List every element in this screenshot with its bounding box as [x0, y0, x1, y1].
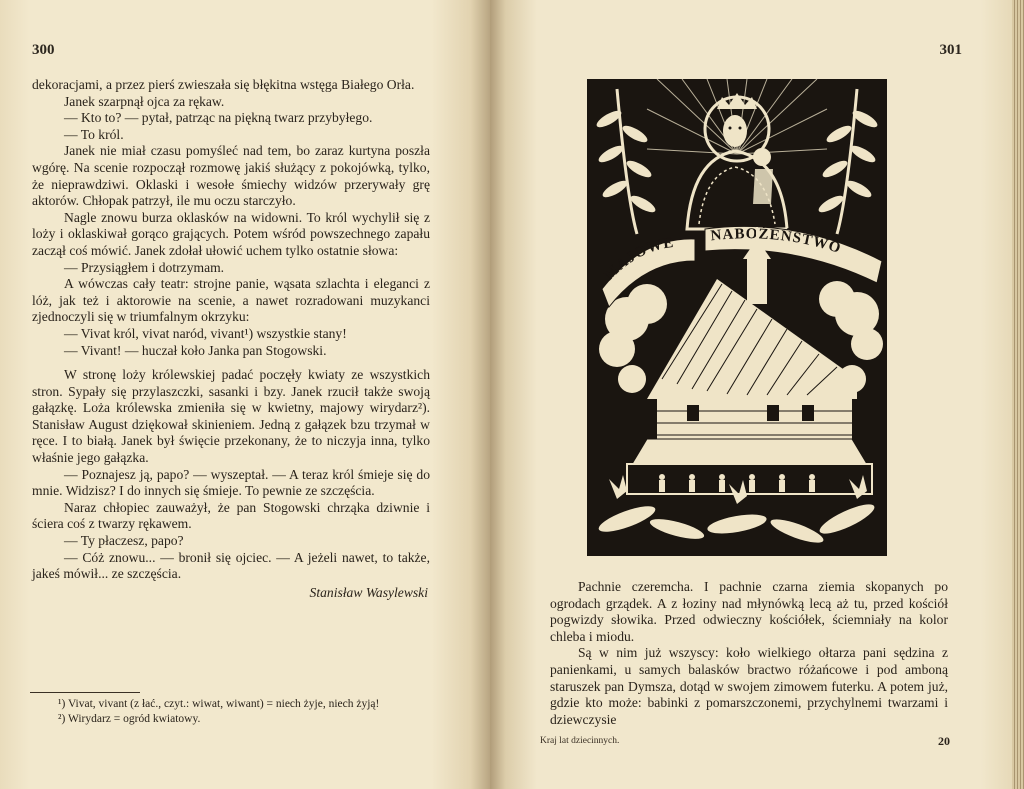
paragraph: — Vivant! — huczał koło Janka pan Stogowski.	[64, 342, 327, 358]
page-number-left: 300	[32, 42, 55, 58]
left-page-text	[32, 77, 430, 601]
paragraph: Są w nim już wszyscy: koło wielkiego ołtarza pani sędzina z panienkami, u samych balasków bractwo różańcowe i pod amboną staruszek pan Dymsza, dotąd w swojem zimowem futerku. A potem już, gdzie kto może: babinki z pomarszczonemi, przychylnemi twarzami i dziewczysie	[550, 645, 948, 727]
left-page	[0, 0, 490, 789]
paragraph: dekoracjami, a przez pierś zwieszała się błękitna wstęga Białego Orła.	[32, 77, 415, 92]
paragraph: Janek nie miał czasu pomyśleć nad tem, bo zaraz kurtyna poszła wgórę. Na scenie rozpoczął rozmowę jakiś służący z pokojówką, tylko, że nieprawdziwi. Oklaski i wesołe śmiechy widzów przerywały grę aktorów. Chłopak patrzył, ile mu oczu starczyło.	[32, 143, 430, 209]
paragraph: — Przysiągłem i dotrzymam.	[64, 259, 225, 275]
paragraph: — Kto to? — pytał, patrząc na piękną twarz przybyłego.	[64, 110, 373, 126]
footer-book-title: Kraj lat dziecinnych.	[540, 736, 620, 746]
author-signature: Stanisław Wasylewski	[309, 584, 428, 600]
woodcut-svg	[587, 79, 887, 556]
footnote: ¹) Vivat, vivant (z łać., czyt.: wiwat, wiwant) = niech żyje, niech żyją!	[58, 698, 380, 710]
right-page	[490, 0, 1012, 789]
paragraph: W stronę loży królewskiej padać poczęły kwiaty ze wszystkich stron. Sypały się przylaszczki, sasanki i bzy. Janek rzucił także swoją gałązkę. Loża królewska zmieniła się w kwietny, majowy wirydarz²). Stanisław August dziękował skinieniem. Jedną z gałązek bzu trzymał w ręce. I to białą. Janek był święcie przekonany, że to niczyja inna, tylko właśnie jego gałązka.	[32, 367, 430, 466]
paragraph: — Vivat król, vivat naród, vivant¹) wszystkie stany!	[64, 325, 347, 341]
paragraph: Janek szarpnął ojca za rękaw.	[64, 93, 225, 109]
paragraph: Naraz chłopiec zauważył, że pan Stogowski chrząka dziwnie i ściera coś z twarzy rękawem.	[32, 499, 430, 532]
banner-text-left: MAJOWE	[601, 234, 676, 284]
paragraph: — To król.	[64, 126, 124, 142]
banner-text-right: NABOŻEŃSTWO	[709, 226, 844, 258]
woodcut-illustration	[587, 79, 887, 556]
footnote-divider	[30, 692, 140, 693]
footnote: ²) Wirydarz = ogród kwiatowy.	[58, 713, 201, 725]
footnotes	[58, 697, 438, 727]
paragraph: — Cóż znowu... — bronił się ojciec. — A jeżeli nawet, to także, jakeś mówił... ze szczęścia.	[32, 549, 430, 582]
page-number-right: 301	[939, 42, 962, 58]
paragraph: A wówczas cały teatr: strojne panie, wąsata szlachta i eleganci z lóż, jak też i aktorowie na scenie, a nawet rozradowani muzykanci zjednoczyli się w triumfalnym okrzyku:	[32, 276, 430, 325]
paragraph: Pachnie czeremcha. I pachnie czarna ziemia skopanych po ogrodach grządek. A z łoziny nad młynówką lecą aż tu, przed kościół pogwizdy słowika. Przed odwieczny kościółek, ściemniały na kolor chleba i miodu.	[550, 579, 948, 644]
paragraph: — Ty płaczesz, papo?	[64, 533, 184, 549]
book-page-edges	[1012, 0, 1024, 789]
paragraph: — Poznajesz ją, papo? — wyszeptał. — A teraz król śmieje się do mnie. Widzisz? I do innych się śmieje. To pewnie ze szczęścia.	[32, 466, 430, 499]
paragraph: Nagle znowu burza oklasków na widowni. To król wychylił się z loży i oklaskiwał gorąco grających. Potem wśród powszechnego zapału zaczął coś mówić. Janek zdołał ułowić uchem tylko ostatnie słowa:	[32, 209, 430, 258]
footer-signature-number: 20	[938, 734, 950, 748]
right-page-text	[550, 579, 948, 728]
